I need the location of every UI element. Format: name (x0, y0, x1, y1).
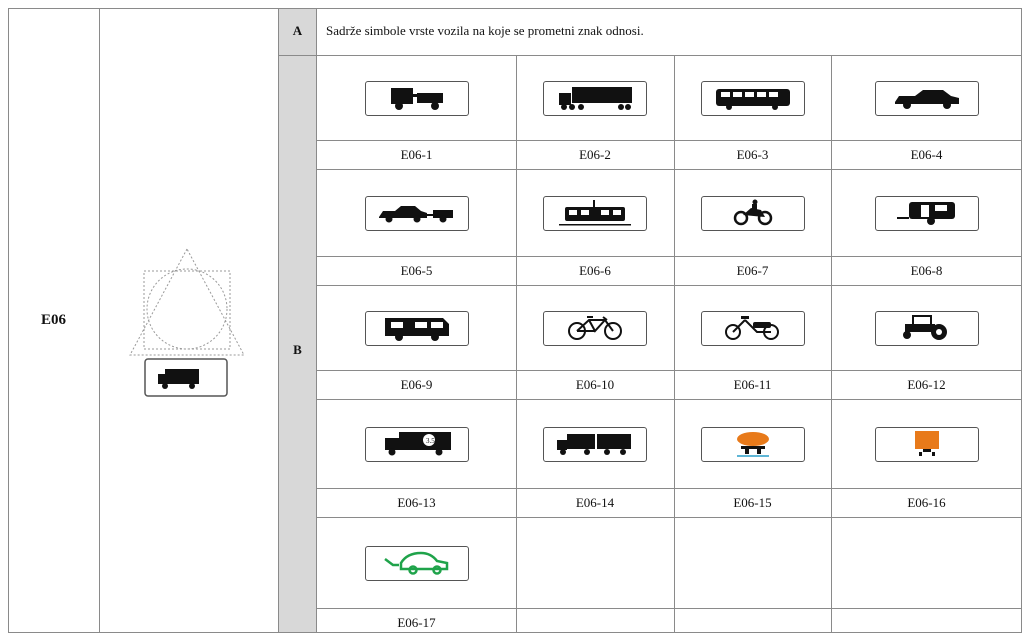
camper-van-icon (377, 314, 457, 342)
sign-code-label: E06-2 (579, 147, 611, 162)
sign-code-label: E06-14 (575, 495, 615, 510)
sign-panel (543, 81, 647, 116)
moped-icon (713, 314, 793, 342)
svg-text:3.5t: 3.5t (425, 437, 437, 445)
caravan-icon (887, 199, 967, 227)
motorcycle-icon (713, 199, 793, 227)
sign-cell (516, 170, 674, 256)
cell-divider (317, 608, 1022, 609)
sign-cell (674, 170, 831, 256)
truck-weight-icon (377, 430, 457, 458)
articulated-lorry-icon (555, 84, 635, 112)
sign-cell (317, 400, 516, 488)
sign-cell (674, 286, 831, 370)
row-label-column (279, 9, 316, 632)
sign-code-label: E06-12 (907, 377, 946, 392)
sign-cell (831, 56, 1022, 140)
hazard-goods-icon (887, 430, 967, 458)
code-cell (9, 9, 98, 632)
bicycle-icon (555, 314, 635, 342)
sign-panel (543, 427, 647, 462)
sign-cell (317, 170, 516, 256)
row-a-label: A (292, 23, 303, 38)
sign-panel (543, 196, 647, 231)
sign-cell (516, 286, 674, 370)
sign-code-label: E06-3 (736, 147, 769, 162)
sign-code-label: E06-11 (733, 377, 772, 392)
row-b-label: B (293, 342, 302, 357)
electric-car-icon (377, 549, 457, 577)
tram-icon (555, 199, 635, 227)
sign-panel (701, 81, 805, 116)
cell-divider (317, 140, 1022, 141)
sign-cell (516, 56, 674, 140)
sign-panel (365, 546, 469, 581)
sign-cell (831, 170, 1022, 256)
sign-panel (543, 311, 647, 346)
sign-panel (875, 196, 979, 231)
tractor-icon (887, 314, 967, 342)
sign-cell (674, 56, 831, 140)
sign-outline-illustration (100, 9, 278, 632)
sign-code-label: E06-10 (575, 377, 615, 392)
sign-panel (701, 311, 805, 346)
sign-code-label: E06-9 (400, 377, 433, 392)
sign-code-label: E06-16 (907, 495, 946, 510)
sign-panel (701, 196, 805, 231)
car-with-trailer-icon (377, 199, 457, 227)
sign-cell (831, 286, 1022, 370)
tanker-hazard-icon (713, 430, 793, 458)
sign-code-label: E06-8 (910, 263, 943, 278)
sign-panel (365, 196, 469, 231)
car-icon (887, 84, 967, 112)
sign-code-label: E06-17 (397, 615, 436, 630)
sign-code-label: E06-15 (733, 495, 772, 510)
sign-code-label: E06-5 (400, 263, 433, 278)
sign-code-label: E06-4 (910, 147, 943, 162)
sign-panel (365, 311, 469, 346)
sign-cell (674, 400, 831, 488)
sign-cell (516, 400, 674, 488)
sign-panel (365, 427, 469, 462)
sign-cell (831, 400, 1022, 488)
sign-cell (317, 518, 516, 608)
truck-trailer-icon (555, 430, 635, 458)
sign-code-label: E06-13 (397, 495, 436, 510)
sign-panel (701, 427, 805, 462)
row-a-description: Sadrže simbole vrste vozila na koje se prometni znak odnosi. (326, 23, 644, 38)
sign-panel (365, 81, 469, 116)
sign-code-label: E06-1 (400, 147, 433, 162)
sign-panel (875, 427, 979, 462)
code-text: E06 (40, 312, 66, 328)
sign-panel (875, 311, 979, 346)
sign-shapes-icon (100, 9, 278, 632)
cell-divider (317, 370, 1022, 371)
sign-code-label: E06-7 (736, 263, 769, 278)
truck-with-trailer-icon (377, 84, 457, 112)
sign-panel (875, 81, 979, 116)
sign-cell (317, 286, 516, 370)
cell-divider (317, 488, 1022, 489)
cell-divider (317, 256, 1022, 257)
sign-cell (317, 56, 516, 140)
bus-icon (713, 84, 793, 112)
sign-code-label: E06-6 (579, 263, 611, 278)
